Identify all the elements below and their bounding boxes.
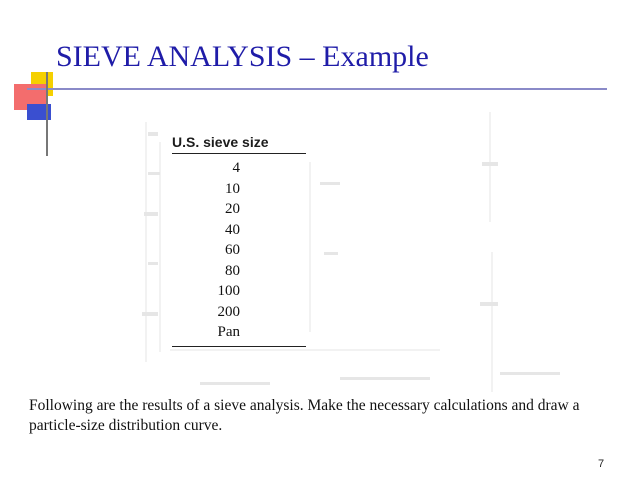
- problem-statement: Following are the results of a sieve analysis. Make the necessary calculations and draw a particle-size distribution curve.: [29, 397, 580, 434]
- table-row: 80: [225, 262, 240, 279]
- table-row: Pan: [217, 324, 240, 340]
- table-body: [172, 154, 306, 347]
- table-row: 40: [225, 221, 240, 238]
- table-row: 60: [225, 242, 240, 258]
- sieve-size-table: [172, 134, 306, 347]
- table-row: 4: [232, 160, 240, 176]
- page-number: 7: [598, 458, 605, 470]
- table-row: 20: [225, 201, 240, 217]
- table-row: 200: [217, 303, 240, 320]
- slide-title: SIEVE ANALYSIS – Example: [56, 40, 429, 73]
- table-row: 100: [217, 283, 240, 299]
- title-underline: [27, 88, 607, 90]
- table-header: U.S. sieve size: [172, 134, 306, 154]
- decor-vertical-line: [46, 72, 48, 156]
- table-row: 10: [225, 180, 240, 197]
